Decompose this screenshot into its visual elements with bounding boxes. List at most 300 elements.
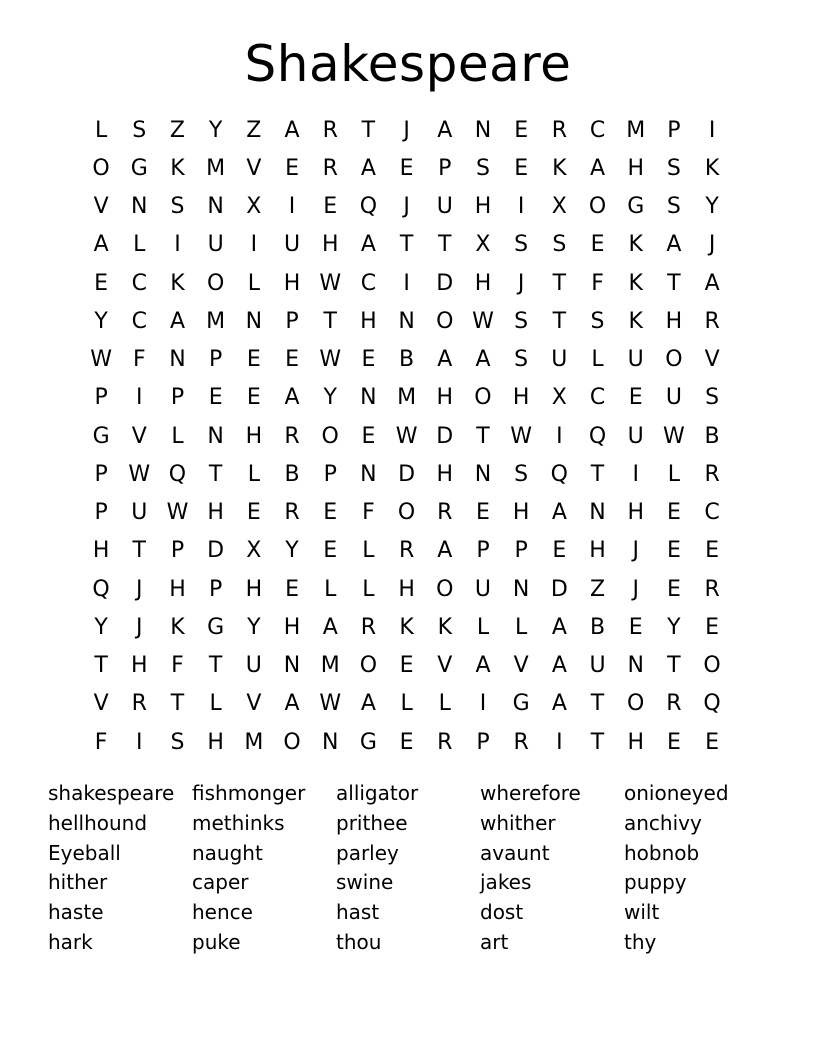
grid-letter[interactable]: E (246, 347, 261, 373)
grid-letter[interactable]: S (552, 232, 567, 258)
grid-letter[interactable]: R (704, 576, 720, 602)
grid-letter[interactable]: G (512, 691, 530, 717)
grid-letter[interactable]: G (207, 614, 225, 640)
grid-letter[interactable]: H (321, 232, 339, 258)
grid-letter[interactable]: V (246, 691, 262, 717)
grid-letter[interactable]: J (136, 576, 143, 602)
grid-letter[interactable]: A (360, 232, 376, 258)
grid-letter[interactable]: U (436, 194, 453, 220)
grid-letter[interactable]: K (552, 155, 567, 181)
grid-letter[interactable]: H (589, 538, 606, 564)
grid-letter[interactable]: S (475, 155, 490, 181)
grid-letter[interactable]: N (131, 194, 148, 220)
grid-letter[interactable]: E (285, 347, 299, 373)
grid-letter[interactable]: P (94, 385, 108, 411)
grid-letter[interactable]: V (93, 691, 109, 717)
grid-letter[interactable]: J (632, 538, 639, 564)
grid-letter[interactable]: K (437, 614, 452, 640)
grid-letter[interactable]: I (136, 729, 143, 755)
grid-letter[interactable]: E (285, 576, 299, 602)
grid-letter[interactable]: J (632, 576, 639, 602)
grid-letter[interactable]: O (206, 270, 225, 296)
grid-letter[interactable]: E (705, 538, 720, 564)
grid-letter[interactable]: H (512, 500, 530, 526)
grid-letter[interactable]: O (436, 576, 454, 602)
grid-letter[interactable]: A (475, 653, 491, 679)
grid-letter[interactable]: I (479, 691, 487, 717)
word-list-item: wilt (624, 900, 660, 925)
grid-letter[interactable]: S (170, 194, 185, 220)
grid-letter[interactable]: S (132, 117, 147, 143)
grid-letter[interactable]: H (627, 155, 644, 181)
grid-letter[interactable]: E (552, 538, 567, 564)
grid-letter[interactable]: A (551, 691, 567, 717)
grid-letter[interactable]: T (590, 461, 605, 487)
grid-letter[interactable]: H (398, 576, 415, 602)
grid-letter[interactable]: O (588, 194, 607, 220)
grid-letter[interactable]: E (208, 385, 223, 411)
grid-letter[interactable]: Q (168, 461, 187, 487)
grid-letter[interactable]: H (245, 576, 263, 602)
grid-letter[interactable]: P (514, 538, 528, 564)
grid-letter[interactable]: T (438, 232, 452, 258)
grid-letter[interactable]: S (514, 232, 529, 258)
grid-letter[interactable]: T (590, 729, 605, 755)
grid-letter[interactable]: T (208, 461, 223, 487)
grid-letter[interactable]: Y (94, 614, 108, 640)
grid-letter[interactable]: Q (550, 461, 568, 487)
grid-letter[interactable]: A (590, 155, 606, 181)
grid-letter[interactable]: A (475, 347, 491, 373)
grid-letter[interactable]: L (362, 576, 375, 602)
grid-letter[interactable]: N (360, 461, 377, 487)
grid-letter[interactable]: E (705, 614, 720, 640)
grid-letter[interactable]: W (128, 461, 151, 487)
grid-letter[interactable]: I (174, 232, 181, 258)
grid-letter[interactable]: S (514, 347, 529, 373)
grid-letter[interactable]: K (628, 270, 643, 296)
grid-letter[interactable]: Y (705, 194, 719, 220)
grid-letter[interactable]: E (399, 653, 414, 679)
grid-letter[interactable]: E (666, 576, 681, 602)
grid-letter[interactable]: I (632, 461, 639, 487)
grid-letter[interactable]: T (399, 232, 414, 258)
grid-letter[interactable]: U (665, 385, 682, 411)
grid-letter[interactable]: F (171, 653, 184, 679)
grid-letter[interactable]: D (398, 461, 416, 487)
grid-letter[interactable]: K (399, 614, 414, 640)
word-list-item: avaunt (480, 840, 550, 865)
grid-letter[interactable]: Z (169, 117, 185, 143)
grid-letter[interactable]: P (285, 308, 299, 334)
grid-letter[interactable]: B (284, 461, 300, 487)
grid-letter[interactable]: L (209, 691, 222, 717)
grid-letter[interactable]: Z (246, 117, 262, 143)
grid-letter[interactable]: N (207, 194, 224, 220)
grid-letter[interactable]: X (246, 538, 262, 564)
grid-letter[interactable]: S (590, 308, 605, 334)
grid-letter[interactable]: L (667, 461, 681, 487)
grid-letter[interactable]: B (704, 423, 720, 449)
grid-letter[interactable]: R (322, 117, 338, 143)
grid-letter[interactable]: P (476, 729, 490, 755)
grid-letter[interactable]: L (247, 461, 260, 487)
grid-letter[interactable]: N (207, 423, 224, 449)
grid-letter[interactable]: C (360, 270, 377, 296)
grid-letter[interactable]: E (323, 538, 338, 564)
grid-letter[interactable]: A (666, 232, 682, 258)
grid-letter[interactable]: N (589, 500, 606, 526)
grid-letter[interactable]: G (92, 423, 110, 449)
grid-letter[interactable]: T (552, 270, 567, 296)
grid-row (82, 111, 731, 149)
grid-letter[interactable]: K (170, 614, 185, 640)
grid-letter[interactable]: W (319, 270, 342, 296)
grid-letter[interactable]: A (437, 117, 453, 143)
grid-letter[interactable]: Y (323, 385, 337, 411)
grid-letter[interactable]: J (517, 270, 525, 296)
grid-letter[interactable]: T (476, 423, 490, 449)
grid-letter[interactable]: O (665, 347, 683, 373)
grid-letter[interactable]: T (361, 117, 376, 143)
grid-letter[interactable]: E (590, 232, 605, 258)
grid-letter[interactable]: E (628, 614, 643, 640)
grid-letter[interactable]: N (321, 729, 339, 755)
grid-letter[interactable]: K (628, 232, 643, 258)
grid-letter[interactable]: H (207, 729, 224, 755)
grid-letter[interactable]: I (708, 117, 716, 143)
grid-letter[interactable]: K (704, 155, 720, 181)
grid-letter[interactable]: N (245, 308, 263, 334)
grid-letter[interactable]: T (170, 691, 185, 717)
grid-letter[interactable]: I (250, 232, 258, 258)
grid-letter[interactable]: H (283, 614, 301, 640)
grid-letter[interactable]: S (705, 385, 720, 411)
grid-letter[interactable]: T (94, 653, 108, 679)
grid-letter[interactable]: H (245, 423, 263, 449)
grid-letter[interactable]: E (666, 500, 681, 526)
grid-letter[interactable]: H (436, 461, 454, 487)
grid-letter[interactable]: O (92, 155, 110, 181)
grid-letter[interactable]: E (361, 347, 376, 373)
grid-letter[interactable]: E (514, 117, 529, 143)
word-list-item: wherefore (480, 781, 581, 805)
grid-letter[interactable]: H (627, 729, 644, 755)
grid-letter[interactable]: Y (285, 538, 299, 564)
grid-letter[interactable]: C (131, 308, 147, 334)
grid-letter[interactable]: K (170, 155, 185, 181)
grid-letter[interactable]: H (436, 385, 454, 411)
grid-letter[interactable]: H (169, 576, 186, 602)
grid-letter[interactable]: U (627, 423, 644, 449)
grid-letter[interactable]: T (132, 538, 146, 564)
grid-letter[interactable]: L (400, 691, 413, 717)
grid-letter[interactable]: S (666, 194, 681, 220)
grid-letter[interactable]: D (436, 270, 454, 296)
grid-letter[interactable]: X (551, 194, 567, 220)
grid-letter[interactable]: E (94, 270, 109, 296)
grid-letter[interactable]: L (515, 614, 528, 640)
grid-letter[interactable]: C (589, 385, 606, 411)
grid-letter[interactable]: B (589, 614, 606, 640)
grid-letter[interactable]: V (513, 653, 529, 679)
grid-letter[interactable]: L (362, 538, 375, 564)
grid-letter[interactable]: E (361, 423, 376, 449)
grid-letter[interactable]: H (131, 653, 148, 679)
grid-letter[interactable]: E (246, 385, 261, 411)
grid-letter[interactable]: Y (208, 117, 223, 143)
grid-letter[interactable]: W (395, 423, 418, 449)
grid-letter[interactable]: G (130, 155, 148, 181)
grid-letter[interactable]: T (208, 653, 223, 679)
grid-letter[interactable]: G (359, 729, 377, 755)
word-list-item: fishmonger (192, 781, 306, 805)
grid-letter[interactable]: A (704, 270, 720, 296)
grid-letter[interactable]: R (437, 500, 453, 526)
grid-letter[interactable]: O (397, 500, 416, 526)
grid-letter[interactable]: Q (359, 194, 378, 220)
grid-letter[interactable]: P (323, 461, 337, 487)
grid-letter[interactable]: N (512, 576, 530, 602)
grid-letter[interactable]: Y (94, 308, 108, 334)
grid-letter[interactable]: E (476, 500, 490, 526)
grid-letter[interactable]: A (93, 232, 109, 258)
grid-letter[interactable]: J (403, 117, 410, 143)
grid-letter[interactable]: D (207, 538, 225, 564)
grid-letter[interactable]: N (169, 347, 186, 373)
grid-letter[interactable]: I (288, 194, 296, 220)
grid-letter[interactable]: X (246, 194, 262, 220)
grid-letter[interactable]: W (472, 308, 494, 334)
grid-letter[interactable]: V (93, 194, 109, 220)
grid-letter[interactable]: O (627, 691, 645, 717)
grid-letter[interactable]: E (628, 385, 643, 411)
grid-letter[interactable]: R (704, 308, 720, 334)
grid-letter[interactable]: D (550, 576, 568, 602)
grid-letter[interactable]: P (476, 538, 490, 564)
grid-letter[interactable]: P (667, 117, 681, 143)
grid-letter[interactable]: A (284, 385, 300, 411)
word-list-item: puppy (624, 870, 687, 895)
grid-letter[interactable]: R (551, 117, 567, 143)
grid-row (82, 417, 731, 455)
grid-letter[interactable]: H (512, 385, 530, 411)
grid-letter[interactable]: L (247, 270, 260, 296)
grid-letter[interactable]: S (170, 729, 185, 755)
grid-letter[interactable]: L (171, 423, 184, 449)
grid-letter[interactable]: O (283, 729, 301, 755)
grid-letter[interactable]: I (556, 729, 563, 755)
grid-letter[interactable]: H (627, 500, 644, 526)
grid-letter[interactable]: A (284, 117, 300, 143)
grid-letter[interactable]: E (285, 155, 299, 181)
grid-letter[interactable]: I (136, 385, 143, 411)
grid-letter[interactable]: O (474, 385, 492, 411)
grid-letter[interactable]: H (360, 308, 377, 334)
grid-letter[interactable]: R (131, 691, 147, 717)
grid-letter[interactable]: F (591, 270, 604, 296)
grid-letter[interactable]: K (170, 270, 185, 296)
grid-letter[interactable]: P (438, 155, 452, 181)
grid-letter[interactable]: A (360, 155, 376, 181)
grid-letter[interactable]: E (323, 500, 338, 526)
grid-row (82, 494, 731, 532)
grid-letter[interactable]: E (705, 729, 720, 755)
grid-letter[interactable]: C (704, 500, 720, 526)
grid-letter[interactable]: U (207, 232, 224, 258)
grid-letter[interactable]: A (551, 500, 567, 526)
grid-letter[interactable]: U (245, 653, 262, 679)
grid-letter[interactable]: Q (703, 691, 721, 717)
grid-letter[interactable]: Z (589, 576, 606, 602)
grid-letter[interactable]: E (399, 729, 414, 755)
grid-letter[interactable]: T (552, 308, 567, 334)
grid-letter[interactable]: L (94, 117, 108, 143)
grid-letter[interactable]: J (136, 614, 143, 640)
grid-letter[interactable]: M (244, 729, 264, 755)
grid-letter[interactable]: A (169, 308, 185, 334)
grid-letter[interactable]: M (206, 308, 226, 334)
grid-letter[interactable]: H (474, 194, 492, 220)
grid-letter[interactable]: E (514, 155, 529, 181)
grid-letter[interactable]: N (474, 117, 492, 143)
grid-letter[interactable]: J (708, 232, 716, 258)
grid-letter[interactable]: U (283, 232, 301, 258)
grid-letter[interactable]: I (403, 270, 410, 296)
grid-letter[interactable]: M (626, 117, 646, 143)
grid-letter[interactable]: D (436, 423, 454, 449)
grid-letter[interactable]: U (131, 500, 148, 526)
grid-letter[interactable]: R (437, 729, 453, 755)
grid-letter[interactable]: P (94, 461, 108, 487)
grid-letter[interactable]: R (666, 691, 682, 717)
grid-letter[interactable]: S (666, 155, 681, 181)
grid-letter[interactable]: V (704, 347, 720, 373)
grid-letter[interactable]: R (513, 729, 529, 755)
grid-letter[interactable]: P (94, 500, 108, 526)
grid-letter[interactable]: N (283, 653, 301, 679)
grid-letter[interactable]: H (92, 538, 110, 564)
grid-letter[interactable]: W (510, 423, 533, 449)
grid-letter[interactable]: A (437, 347, 453, 373)
grid-letter[interactable]: A (360, 691, 376, 717)
grid-letter[interactable]: O (359, 653, 378, 679)
grid-letter[interactable]: W (319, 347, 342, 373)
grid-letter[interactable]: L (438, 691, 451, 717)
grid-letter[interactable]: P (170, 385, 185, 411)
grid-letter[interactable]: C (131, 270, 147, 296)
grid-letter[interactable]: E (666, 729, 681, 755)
grid-letter[interactable]: A (551, 614, 567, 640)
grid-letter[interactable]: H (283, 270, 301, 296)
grid-letter[interactable]: V (246, 155, 262, 181)
grid-letter[interactable]: K (628, 308, 643, 334)
grid-letter[interactable]: X (475, 232, 491, 258)
grid-letter[interactable]: U (627, 347, 644, 373)
grid-letter[interactable]: P (209, 576, 223, 602)
grid-letter[interactable]: L (133, 232, 146, 258)
grid-letter[interactable]: A (551, 653, 567, 679)
grid-letter[interactable]: H (207, 500, 224, 526)
grid-row (82, 455, 731, 493)
grid-letter[interactable]: N (627, 653, 644, 679)
grid-letter[interactable]: E (666, 538, 681, 564)
grid-letter[interactable]: N (360, 385, 377, 411)
grid-letter[interactable]: G (627, 194, 645, 220)
grid-letter[interactable]: T (323, 308, 337, 334)
grid-letter[interactable]: V (131, 423, 147, 449)
grid-letter[interactable]: M (397, 385, 417, 411)
grid-letter[interactable]: E (246, 500, 261, 526)
grid-letter[interactable]: R (360, 614, 377, 640)
grid-letter[interactable]: O (703, 653, 721, 679)
grid-letter[interactable]: V (437, 653, 453, 679)
grid-letter[interactable]: W (319, 691, 342, 717)
grid-letter[interactable]: L (476, 614, 490, 640)
grid-letter[interactable]: F (132, 347, 146, 373)
grid-letter[interactable]: W (663, 423, 685, 449)
grid-letter[interactable]: M (320, 653, 340, 679)
grid-letter[interactable]: X (551, 385, 567, 411)
grid-letter[interactable]: E (323, 194, 338, 220)
grid-letter[interactable]: S (514, 461, 529, 487)
grid-letter[interactable]: Q (92, 576, 110, 602)
grid-letter[interactable]: P (170, 538, 185, 564)
grid-letter[interactable]: B (399, 347, 415, 373)
grid-letter[interactable]: P (209, 347, 223, 373)
grid-letter[interactable]: R (322, 155, 338, 181)
grid-letter[interactable]: R (284, 423, 300, 449)
grid-letter[interactable]: T (667, 270, 681, 296)
grid-row (82, 379, 731, 417)
grid-letter[interactable]: M (206, 155, 226, 181)
grid-letter[interactable]: A (437, 538, 453, 564)
grid-letter[interactable]: T (590, 691, 605, 717)
grid-letter[interactable]: S (514, 308, 529, 334)
grid-letter[interactable]: L (324, 576, 337, 602)
grid-letter[interactable]: C (589, 117, 606, 143)
grid-letter[interactable]: I (517, 194, 525, 220)
grid-letter[interactable]: I (556, 423, 563, 449)
grid-letter[interactable]: Y (667, 614, 681, 640)
grid-letter[interactable]: R (398, 538, 415, 564)
grid-letter[interactable]: N (474, 461, 492, 487)
grid-letter[interactable]: E (399, 155, 414, 181)
grid-letter[interactable]: U (474, 576, 492, 602)
grid-letter[interactable]: W (90, 347, 112, 373)
grid-letter[interactable]: F (94, 729, 108, 755)
grid-letter[interactable]: N (398, 308, 415, 334)
grid-letter[interactable]: U (551, 347, 568, 373)
grid-letter[interactable]: A (322, 614, 338, 640)
grid-letter[interactable]: A (284, 691, 300, 717)
grid-letter[interactable]: R (704, 461, 720, 487)
grid-letter[interactable]: L (591, 347, 604, 373)
grid-letter[interactable]: O (436, 308, 454, 334)
grid-letter[interactable]: O (321, 423, 339, 449)
grid-letter[interactable]: W (166, 500, 189, 526)
grid-letter[interactable]: J (403, 194, 410, 220)
grid-letter[interactable]: H (665, 308, 683, 334)
grid-letter[interactable]: F (362, 500, 375, 526)
grid-letter[interactable]: Q (588, 423, 607, 449)
grid-letter[interactable]: Y (247, 614, 261, 640)
word-list-item: thou (336, 929, 382, 954)
grid-letter[interactable]: R (284, 500, 300, 526)
grid-letter[interactable]: T (667, 653, 681, 679)
grid-letter[interactable]: U (589, 653, 606, 679)
grid-letter[interactable]: H (474, 270, 492, 296)
